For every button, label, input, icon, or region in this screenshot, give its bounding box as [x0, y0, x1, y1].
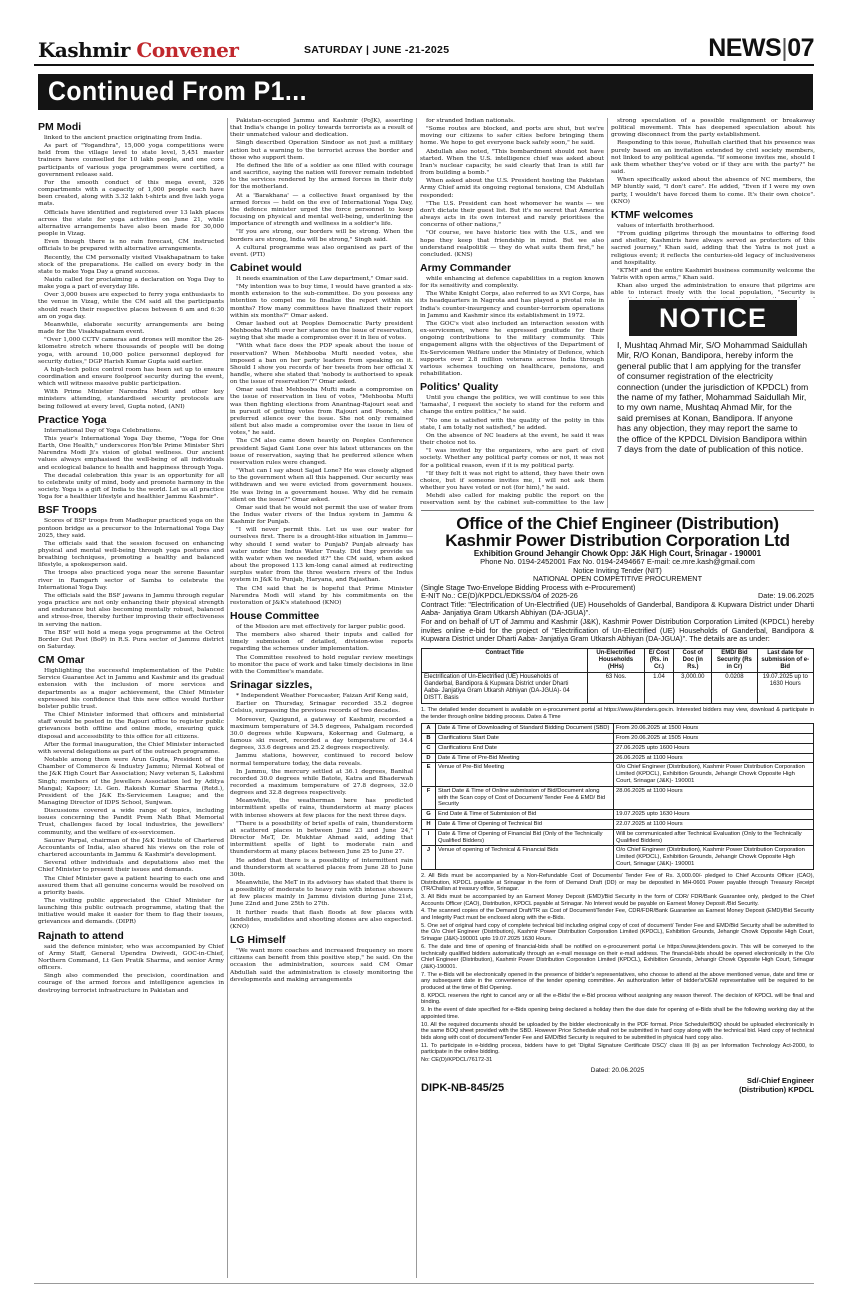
contract-table-cell: Electrification of Un-Electrified (UE) Households of Ganderbal, Bandipora & Kupwara District under Dharti Aaba- Janjatiya Gram Utkarsh Abhiyan (DA-JGUA)- 04 DISTT. Basis: [422, 672, 588, 703]
article-paragraph: Jammu stations, however, continued to record below normal temperature today, the data reveals.: [230, 753, 413, 767]
schedule-cell: Will be communicated after Technical Evaluation (Only to the Technically Qualified Bidders): [614, 829, 814, 846]
article-paragraph: Omar lashed out at Peoples Democratic Party president Mehbooba Mufti over her stance on the issue of reservation, saying that she made a compromise over it in lieu of votes.: [230, 320, 413, 342]
schedule-cell: 22.07.2025 at 1100 Hours: [614, 820, 814, 830]
tender-clause: 5. One set of original hard copy of complete technical bid including original copy of cost of document/ Tender Fee and EMD/Bid Security shall be submitted to the O/o Chief Engineer (Distribution), Kashmir Power Distribution Corporation Limited (KPDCL), Exhibition Grounds, Jehangir Chowk Opposite High Court, Srinagar (J&K)-190001 upto 19.07.2025 1630 Hours.: [421, 922, 814, 943]
article-paragraph: "Over 1,000 CCTV cameras and drones will monitor the 26-kilometre stretch where thousands of people will be doing yoga, with around 10,000 police personnel deployed for security duties," DGP Harish Kumar Gupta said earlier.: [38, 337, 224, 365]
tender-contacts: Phone No. 0194-2452001 Fax No. 0194-2494667 E-mail: ce.mre.kash@gmail.com: [480, 557, 755, 566]
article-paragraph: In Jammu, the mercury settled at 36.1 degrees, Banihal recorded 30.0 degrees while Batote, Katra and Bhaderwah recorded a maximum temperature of 27.8 degrees, 32.0 degrees and 32.8 degrees respectively.: [230, 768, 413, 797]
schedule-cell: J: [422, 846, 436, 869]
tender-header: [421, 567, 814, 644]
schedule-table: [421, 723, 814, 870]
tender-clause: No: CE(D)/KPDCL/76172-31: [421, 1057, 493, 1064]
article-paragraph: Singh described Operation Sindoor as not just a military action but a warning to the terrorist across the border and those who support them.: [230, 140, 413, 161]
schedule-cell: Venue of Pre-Bid Meeting: [436, 763, 614, 786]
article-paragraph: Meanwhile, the MeT in its advisory has stated that there is a possibility of moderate to heavy rain with intense showers at few places mainly in Jammu division during June 21st, June 22nd and June 25th to 27th.: [230, 880, 413, 908]
contract-table: [421, 648, 814, 704]
contract-table-header: Cost of Doc (in Rs.): [674, 648, 712, 672]
signature-block: [739, 1076, 814, 1094]
tender-clause: 2. All Bids must be accompanied by a Non-Refundable Cost of Documents/ Tender Fee of Rs. 3,000.00/- pledged to Chief Accounts Officer (CAO), Distribution, KPDCL payable at Srinagar in the form of Demand Draft (DD) or may be deposited in MH-0601 Power payable through Treasury Receipt (TR/Challan at treasury office, Srinagar.: [421, 872, 814, 893]
article-paragraph: A cultural programme was also organised as part of the event. (PTI): [230, 244, 413, 258]
article-paragraph: For the smooth conduct of this mega event, 326 compartments with a capacity of 1,000 people each have been created, along with 3.32 lakh t-shirts and five lakh yoga mats.: [38, 179, 224, 208]
article-paragraph: As part of "Yogandhra", 15,000 yoga competitions were held from the village level to state level, 5,451 master trainers have counselled for 10 lakh people, and one core participants of various yoga programmes were certified, a government release said.: [38, 143, 224, 178]
article-paragraph: The visiting public appreciated the Chief Minister for launching this public outreach programme, stating that the initiative would make it easier for them to flag their issues, grievances and demands. (DIPR): [38, 898, 224, 926]
schedule-cell: H: [422, 820, 436, 830]
headline-srinagar-sizzles: Srinagar sizzles,: [230, 679, 313, 692]
headline-ktmf-welcomes: KTMF welcomes: [611, 208, 694, 221]
schedule-cell: 26.06.2025 at 1100 Hours: [614, 753, 814, 763]
continued-banner: Continued From P1...: [38, 74, 813, 110]
schedule-cell: From 20.06.2025 at 1505 Hours: [614, 734, 814, 744]
headline-practice-yoga: Practice Yoga: [38, 413, 107, 426]
article-paragraph: "My intention was to buy time, I would have granted a six-month extension to the sub-committee. Do you possess any intention to compel me to finalize the report within six months? How many committees have finalized their report within six months?" Omar asked.: [230, 284, 413, 319]
article-paragraph: Several other individuals and deputations also met the Chief Minister to present their issues and demands.: [38, 860, 224, 874]
article-paragraph: The BSF will hold a mega yoga programme at the Octroi Border Out Post (BoP) in R.S. Pura sector of Jammu district on Saturday.: [38, 629, 224, 650]
schedule-cell: Venue of opening of Technical & Financial Bids: [436, 846, 614, 869]
article-paragraph: linked to the ancient practice originating from India.: [44, 135, 202, 141]
article-paragraph: The CM also came down heavily on Peoples Conference president Sajad Gani Lone over his latest utterances on the issue of reservation, saying that he preferred silence when reservation rules were changed.: [230, 438, 413, 466]
schedule-cell: O/o Chief Engineer (Distribution), Kashmir Power Distribution Corporation Limited (KPDCL), Exhibition Grounds, Jehangir Chowk Opposite High Court, Srinagar (J&K)- 190001: [614, 763, 814, 786]
schedule-cell: Date & Time of Opening of Technical Bid: [436, 820, 614, 830]
schedule-row: [422, 846, 814, 869]
schedule-cell: From 20.06.2025 at 1500 Hours: [614, 724, 814, 734]
tender-clause: 3. All Bids must be accompanied by an Earnest Money Deposit (EMD)/Bid Security in the form of CDR/ FDR/Bank Guarantee only, pledged to the Chief Accounts Officer (CAO), Distribution, KPDCL payable at Srinagar. No Interest would be payable on Earnest Money Deposit /Bid Security.: [421, 893, 814, 907]
article-paragraph: Discussions covered a wide range of topics, including issues concerning the Pandit Prem Nath Bhat Memorial Trust, challenges faced by local industries, the jewellers' community, and the welfare of ex-servicemen.: [38, 808, 224, 836]
article-paragraph: Meanwhile, elaborate security arrangements are being made for the Visakhapatnam event.: [38, 321, 224, 336]
schedule-cell: E: [422, 763, 436, 786]
tender-clause: 8. KPDCL reserves the right to cancel any or all the e-Bids/ the e-Bid process without assigning any reason thereof. The decision of KPDCL will be final and binding.: [421, 992, 814, 1006]
article-paragraph: He defined the life of a soldier as one filled with courage and sacrifice, saying the nation will forever remain indebted to the services rendered by the armed forces in their duty for the motherland.: [230, 162, 413, 191]
schedule-cell: 27.06.2025 upto 1600 Hours: [614, 743, 814, 753]
tender-clause: 7. The e-Bids will be electronically opened in the presence of bidder's representatives, who choose to attend at the above mentioned venue, date and time or any subsequent date in the convenience of the tender opening committee. An authorization letter of bidder's/OEM representative will be required to be produced at the time of Bid Opening.: [421, 971, 814, 992]
contract-table-cell: 19.07.2025 up to 1630 Hours: [757, 672, 813, 703]
article-paragraph: "Of course, we have historic ties with the U.S., and we hope they keep that friendship in mind. But we also understand realpolitik — they do what suits them first," he concluded. (KNS): [420, 230, 604, 258]
headline-cm-omar: CM Omar: [38, 654, 85, 667]
article-paragraph: "If they felt it was not right to attend, they have their own choice, but if someone invites me, I will not ask them whether you have voted or not (for him)," he said.: [420, 470, 604, 492]
notice-advert: [613, 300, 813, 502]
schedule-cell: I: [422, 829, 436, 846]
article-paragraph: The officials said that the session focused on enhancing physical and mental well-being through yoga postures and breathing techniques, promoting a healthy and balanced lifestyle, a spokesperson said.: [38, 540, 224, 569]
article-paragraph: Earlier on Thursday, Srinagar recorded 35.2 degree Celsius, surpassing the previous records of two decades.: [230, 701, 413, 715]
schedule-row: [422, 763, 814, 786]
article-paragraph: "If you are strong, our borders will be strong. When the borders are strong, India will be strong," Singh said.: [230, 229, 413, 243]
article-paragraph: "KTMF and the entire Kashmiri business community welcome the Yatris with open arms," Khan said.: [611, 267, 815, 281]
article-paragraph: "The U.S. President can host whomever he wants — we don't dictate their guest list. But it's no secret that America always acts in its own interest and rarely prioritises the concerns of other nations,": [420, 200, 604, 229]
article-paragraph: The officials said the BSF jawans in Jammu through regular yoga practice are not only enhancing their physical strength and endurance but also becoming mentally robust, balanced and stress-free, thereby further improving their effectiveness in serving the nation.: [38, 592, 224, 628]
article-paragraph: Mehdi also called for making public the report on the reservation sent by the cabinet sub-committee to the law: [420, 493, 604, 506]
tender-clause: 9. In the event of date specified for e-Bids opening being declared a holiday then the due date for opening of e-Bids shall be the following working day at the appointed time.: [421, 1007, 814, 1020]
masthead: [34, 8, 814, 66]
schedule-cell: G: [422, 810, 436, 820]
section-page: NEWS|07: [708, 34, 814, 62]
contract-table-header: Contract Title: [422, 648, 588, 672]
schedule-cell: B: [422, 734, 436, 744]
article-paragraph: Omar said that Mehbooba Mufti made a compromise on the issue of reservation in lieu of votes, "Mehbooba Mufti was then fighting elections from Anantnag-Rajouri seat and in pursuit of getting votes from Rajouri and Poonch, she preferred silence over the issue. She not only remained silent but also made a compromise over the issue in lieu of votes," he said.: [230, 387, 413, 437]
schedule-cell: End Date & Time of Submission of Bid: [436, 810, 614, 820]
tender-clause: 6. The date and time of opening of financial-bids shall be notified on e-procurement portal i.e https://www.jktenders.gov.in. This will be conveyed to the technically qualified bidders automatically through an e-mail message on their e-mail address. The financial-bids should be opened electronically in the O/o Chief Engineer (Distribution), Kashmir Power Distribution Corporation Limited (KPDCL), Exhibition Grounds, Jehangir Chowk Opposite High Court, Srinagar (J&K)-190001.: [421, 943, 814, 970]
headline-pm-modi: PM Modi: [38, 121, 82, 133]
schedule-cell: Clarifications Start Date: [436, 734, 614, 744]
article-paragraph: "From guiding pilgrims through the mountains to offering food and shelter, Kashmiris have always served as protectors of this sacred journey," Khan said, adding that the Yatra is not just a religious event; it reflects the centuries-old legacy of inclusiveness and hospitality.: [611, 231, 815, 266]
headline-politics-quality: Politics' Quality: [420, 381, 499, 394]
article-paragraph: Notable among them were Arun Gupta, President of the Chamber of Commerce & Industry Jammu; Nirmal Kotwal of the J&K High Court Bar Association; Navy veteran S, Lakshmi Singh; members of the Jewellers Association led by Aditya Mangal; Kapoor; Lt. Gen. Rakesh Kumar Sharma (Retd.), President of the J&K Ex-Servicemen League; and the Managing Director of IDPS School, Sunjwan.: [38, 757, 224, 806]
article-paragraph: The Chief Minister gave a patient hearing to each one and assured them that all genuine concerns would be resolved on a priority basis.: [38, 875, 224, 896]
contract-table-header: EMD/ Bid Security (Rs in Cr): [712, 648, 757, 672]
article-paragraph: When specifically asked about the absence of NC members, the MP bluntly said, "I don't care". He added, "Even if I were my own party, I wouldn't have forced them to come. It's their own choice". (KNO): [611, 177, 815, 205]
tender-dated: Dated: 20.06.2025: [590, 1066, 645, 1074]
headline-army-commander: Army Commander: [420, 261, 512, 274]
article-paragraph: strong speculation of a possible realignment or breakaway political movement. This has deepened speculation about his growing disconnect from the party establishment.: [611, 118, 815, 139]
contract-table-cell: 63 Nos.: [588, 672, 644, 703]
enit-date: Date: 19.06.2025: [758, 591, 814, 601]
newspaper-brand: Kashmir Convener: [38, 38, 239, 62]
article-paragraph: Naidu called for proclaiming a declaration on Yoga Day to make yoga a part of everyday life.: [38, 276, 224, 291]
article-paragraph: On the absence of NC leaders at the event, he said it was their choice not to.: [420, 432, 604, 447]
article-paragraph: Singh also commended the precision, coordination and courage of the armed forces and intelligence agencies in destroying terrorist infrastructure in Pakistan and: [38, 973, 224, 994]
article-paragraph: When asked about the U.S. President hosting the Pakistan Army Chief amid its ongoing regional tensions, CM Abdullah responded:: [420, 178, 604, 199]
schedule-cell: Date & Time of Opening of Financial Bid (Only of the Technically Qualified Bidders): [436, 829, 614, 846]
article-paragraph: Highlighting the successful implementation of the Public Service Guarantee Act in Jammu and Kashmir and its gradual extension with the inclusion of more services and departments as a major achievement, the Chief Minister expressed his confidence that this new office would further bolster public trust.: [38, 668, 224, 710]
article-paragraph: Abdullah also noted, "This bombardment should not have started. When the U.S. intelligence chief was asked about Iran's nuclear capacity, he said clearly that Iran is still far from building a bomb.": [420, 148, 604, 177]
contract-table-cell: 1.04: [644, 672, 674, 703]
schedule-row: [422, 820, 814, 830]
tender-clause: 4. The scanned copies of the Demand Draft/TR as Cost of Document/Tender Fee, CDR/FDR/Bank Guarantee as Earnest Money Deposit (EMD)/Bid Security and Integrity Pact must be enclosed along with the e-Bids.: [421, 908, 814, 922]
schedule-row: [422, 786, 814, 809]
nit-mode: (Single Stage Two-Envelope Bidding Process with e-Procurement): [421, 582, 636, 592]
enit-number: E-NIT No.: CE(D)/KPDCL/EDKSS/04 of 2025-26: [421, 591, 578, 601]
article-paragraph: A high-tech police control room has been set up to ensure coordination and ensure foolproof security during the event, which will witness massive public participation.: [38, 366, 224, 388]
article-paragraph: Moreover, Qazigund, a gateway of Kashmir, recorded a maximum temperature of 34.5 degrees, Pahalgam recorded 30.0 degrees while Kupwara, Kokernag and Gulmarg, a famous ski resort, recorded a day temperature of 34.4 degrees, 33.6 degrees and 25.2 degrees respectively.: [230, 716, 413, 752]
column-1: [38, 118, 224, 1278]
contract-table-cell: 0.0208: [712, 672, 757, 703]
notice-body: I, Mushtaq Ahmad Mir, S/O Mohammad Saidullah Mir, R/O Konan, Bandipora, hereby inform the general public that I am applying for the transfer of consumer registration of the electricity connection (under the jurisdiction of KPDCL) from the name of my father, Mohammad Saidullah Mir, to my own name, Mushtaq Ahmad Mir, for the said premises at Konan, Bandipora. If anyone has any objection, they may report the same to the office of the KPDCL Division Bandipora within 7 days from the date of publication of this notice.: [617, 340, 809, 455]
article-paragraph: "With what face does the PDP speak about the issue of reservation? When Mehbooba Mufti needed votes, she imposed a ban on her party leaders from speaking on it. Should I show you records of her tweets from her official X handle, where she stated that 'nobody is authorised to speak on the issue of reservation'?" Omar asked.: [230, 343, 413, 386]
headline-cabinet: Cabinet would: [230, 261, 302, 274]
tender-footer: [421, 1076, 814, 1094]
article-paragraph: Until you change the politics, we will continue to see this 'tamasha', I request the society to stand for the reform and change the entire politics," he said.: [420, 395, 604, 416]
schedule-row: [422, 829, 814, 846]
column-4: [611, 118, 815, 298]
schedule-cell: O/o Chief Engineer (Distribution), Kashmir Power Distribution Corporation Limited (KPDCL), Exhibition Grounds, Jehangir Chowk Opposite High Court, Srinagar (J&K)- 190001: [614, 846, 814, 869]
article-paragraph: Officials have identified and registered over 13 lakh places across the state for yoga activities on June 21, while alternative arrangements have also been made for 30,000 people in Vizag.: [38, 209, 224, 238]
schedule-row: [422, 734, 814, 744]
article-paragraph: Recently, the CM personally visited Visakhapatnam to take stock of the preparations. He called on every body in the state to make Yoga Day a grand success.: [38, 254, 224, 275]
signature-title: Sd/-Chief Engineer: [746, 1075, 814, 1085]
column-3: [420, 118, 604, 506]
article-paragraph: This year's International Yoga Day theme, "Yoga for One Earth, One Health," underscores Hon'ble Prime Minister Shri Narendra Modi Ji's vision of global wellness. Our ancient values always emphasised the well-being of all individuals and ecological balance to health and happiness through Yoga.: [38, 435, 224, 471]
contract-title: Contract Title: "Electrification of Un-Electrified (UE) Households of Ganderbal, Bandipora & Kupwara District under Dharti Aaba- Janjatiya Gram Utkarsh Abhiyan (DA-JGUA)".: [421, 599, 814, 618]
article-paragraph: while enhancing at defence capabilities in a region known for its sensitivity and complexity.: [420, 275, 604, 290]
article-paragraph: "What can I say about Sajad Lone? He was closely aligned to the government when all this happened. Our security was withdrawn and we were evicted from government houses. He was living in a government house. Why did he remain silent on the issue?" Omar asked.: [230, 468, 413, 503]
tender-address: Exhibition Ground Jehangir Chowk Opp: J&K High Court, Srinagar - 190001: [473, 549, 762, 558]
schedule-row: [422, 724, 814, 734]
footer-rule: [34, 1283, 814, 1284]
headline-rajnath: Rajnath to attend: [38, 929, 124, 942]
schedule-row: [422, 753, 814, 763]
article-paragraph: The GOC's visit also included an interaction session with ex-servicemen, where he expressed gratitude for their ongoing contributions to the military community. This engagement aligns with the objectives of the Department of Ex-Servicemen Welfare under the Ministry of Defence, which supports over 2.8 million veterans across India through various schemes touching on healthcare, pensions, and rehabilitation.: [420, 320, 604, 377]
issue-date: SATURDAY | JUNE -21-2025: [304, 44, 450, 56]
article-paragraph: The Committee resolved to hold regular review meetings to monitor the pace of work and take timely decisions in line with the Committee's mandate.: [230, 654, 413, 675]
contract-table-header: Last date for submission of e-Bid: [757, 648, 813, 672]
article-paragraph: The decadal celebration this year is an opportunity for all to celebrate unity of mind, body and promote harmony in the society. Yoga is a gift of India to the world. Let us all practice Yoga for a healthier lifestyle and healthier Jammu Kashmir".: [38, 472, 224, 501]
tender-company: Kashmir Power Distribution Corporation Ltd: [445, 531, 790, 550]
article-paragraph: "I was invited by the organizers, who are part of civil society. Whether any political party comes or not, it was not for a political reason, even if it is my political party.: [420, 448, 604, 469]
column-divider: [227, 118, 228, 1278]
article-paragraph: Meanwhile, the weatherman here has predicted intermittent spells of rains, thunderstorm at many places with intense showers at few places for the next three days.: [230, 798, 413, 819]
schedule-cell: D: [422, 753, 436, 763]
contract-table-header: E/ Cost (Rs. in Cr.): [644, 648, 674, 672]
article-paragraph: "I will never permit this. Let us use our water for ourselves first. There is a drought-like situation in Jammu—why should I send water to Punjab? Punjab already has water under the Indus Water Treaty. Did they provide us with water when we needed it?" the CM said, when asked about the proposed 113 km-long canal aimed at redirecting surplus water from the three western rivers of the Indus system in J&K to Punjab, Haryana, and Rajasthan.: [230, 527, 413, 584]
article-paragraph: The troops also practiced yoga near the serene Basantar river in Ramgarh sector of Samba to celebrate the International Yoga Day.: [38, 570, 224, 591]
schedule-cell: Start Date & Time of Online submission of Bid/Document along with the Scan copy of Cost of Document/ Tender Fee & EMD/ Bid Security: [436, 786, 614, 809]
schedule-cell: 28.06.2025 at 1100 Hours: [614, 786, 814, 809]
tender-notice: [421, 510, 814, 1278]
column-2: [230, 118, 413, 1278]
schedule-cell: C: [422, 743, 436, 753]
schedule-cell: Clarifications End Date: [436, 743, 614, 753]
article-paragraph: * Independent Weather Forecaster, Faizan Arif Keng said,: [236, 693, 409, 700]
notice-title: NOTICE: [629, 300, 797, 336]
article-paragraph: Pakistan-occupied Jammu and Kashmir (PoJK), asserting that India's change in policy towards terrorists as a result of their unmatched valour and dedication.: [230, 118, 413, 139]
article-paragraph: Even though there is no rain forecast, CM instructed officials to be prepared with alternative arrangements.: [38, 239, 224, 253]
article-paragraph: At a 'Barakhana' — a collective feast organised by the armed forces — held on the eve of International Yoga Day, the defence minister urged the force personnel to keep focusing on physical and mental well-being, underlining the importance of strength and wellness in a soldier's life.: [230, 192, 413, 228]
article-paragraph: The White Knight Corps, also referred to as XVI Corps, has its headquarters in Nagrota and has played a pivotal role in India's counter-insurgency and counter-terrorism operations in Jammu and Kashmir since its establishment in 1972.: [420, 291, 604, 319]
tender-office: Office of the Chief Engineer (Distribution): [456, 514, 779, 533]
article-paragraph: Saurav Parpal, chairman of the J&K Institute of Chartered Accountants of India, also shared his views on the role of chartered accountants in Jammu & Kashmir's development.: [38, 837, 224, 859]
article-paragraph: It needs examination of the Law department," Omar said.: [236, 275, 409, 282]
article-paragraph: "We want more coaches and increased frequency so more citizens can benefit from this positive step," he said. On the occasion the administration, sources said CM Omar Abdullah said the administration is closely monitoring the developments and making arrangements: [230, 948, 413, 983]
contract-table-header: Un-Electrified Households (HHs): [588, 648, 644, 672]
schedule-row: [422, 810, 814, 820]
article-paragraph: "Some routes are blocked, and ports are shut, but we're moving our citizens to safer cities before bringing them home. We hope to get everyone back safely soon," he said.: [420, 126, 604, 147]
article-paragraph: Responding to this issue, Ruhullah clarified that his presence was purely based on an invitation extended by civil society members, not linked to any political agenda. "If someone invites me, should I ask them whether they've voted or if they are with the party?" he said.: [611, 140, 815, 176]
ktmf-block: [611, 118, 815, 298]
article-paragraph: The CM said that he is hopeful that Prime Minister Narendra Modi will stand by his commitments on the restoration of J&K's statehood (KNO): [230, 585, 413, 606]
masthead-rule: [34, 64, 814, 66]
article-paragraph: The Chief Minister informed that officers and ministerial staff would be posted in the Rajouri office to register public grievances both offline and online mode, ensuring quick disposal and accessibility to this office for all citizens.: [38, 712, 224, 740]
schedule-cell: Date & Time of Pre-Bid Meeting: [436, 753, 614, 763]
signature-dept: (Distribution) KPDCL: [739, 1084, 814, 1094]
column-divider: [416, 118, 417, 1278]
article-paragraph: Omar said that he would not permit the use of water from the Indus water rivers of the Indus system in Jammu & Kashmir for Punjab.: [230, 504, 413, 526]
dipr-number: DIPK-NB-845/25: [421, 1081, 505, 1094]
nit-subtitle: NATIONAL OPEN COMPETITIVE PROCUREMENT: [532, 574, 703, 584]
article-paragraph: Scores of BSF troops from Madhopur practiced yoga on the pontoon bridge as a precursor to the International Yoga Day 2025, they said.: [38, 518, 224, 539]
schedule-cell: Date & Time of Downloading of Standard Bidding Document (SBD): [436, 724, 614, 734]
article-paragraph: The members also shared their inputs and called for timely submission of detailed, division-wise reports regarding the schemes under implementation.: [230, 632, 413, 653]
contract-table-cell: 3,000.00: [674, 672, 712, 703]
article-paragraph: He added that there is a possibility of intermittent rain and thunderstorm at scattered places from June 28 to June 30th.: [230, 857, 413, 878]
tender-clause: 10. All the required documents should be uploaded by the bidder electronically in the PDF format. Price Schedule/BOQ should be uploaded electronically in the same BOQ sheet provided with the SBD. However Price Schedule shall not be submitted in hard copy along with the technical bid. Hard copy of technical bids along with cost of document/Tender Fee and EMD/Bid Security is required to be submitted in physical hard copy also.: [421, 1021, 814, 1041]
article-paragraph: of the Mission are met effectively for larger public good.: [236, 624, 406, 630]
article-paragraph: It further reads that flash floods at few places with landslides, mudslides and shooting stones are also expected. (KNO): [230, 909, 413, 930]
schedule-cell: 19.07.2025 upto 1630 Hours: [614, 810, 814, 820]
article-paragraph: International Day of Yoga Celebrations.: [44, 427, 163, 434]
headline-lg-himself: LG Himself: [230, 934, 286, 947]
article-paragraph: Over 3,000 buses are expected to ferry yoga enthusiasts to the venue in Vizag, while the CM said all the participants should reach their respective places between 6 am and 6:30 am on yoga day.: [38, 292, 224, 320]
column-divider: [607, 118, 608, 508]
schedule-row: [422, 743, 814, 753]
article-paragraph: values of interfaith brotherhood.: [617, 222, 715, 229]
tender-intro: For and on behalf of UT of Jammu and Kashmir (J&K), Kashmir Power Distribution Corporation Limited (KPDCL) hereby invites online e-bid for the project of "Electrification of Un-Electrified (UE) Households of Ganderbal, Bandipora & Kupwara District under Dharti Aaba- Janjatiya Gram Utkarsh Abhiyan (DA-JGUA)". The details are as under:: [421, 617, 814, 644]
headline-house-committee: House Committee: [230, 610, 320, 622]
tender-clauses: [421, 873, 814, 1064]
article-paragraph: Khan also urged the administration to ensure that pilgrims are able to interact freely with the local population, "Security is: [611, 283, 815, 297]
article-paragraph: "There is a possibility of brief spells of rain, thunderstorm at scattered places in between June 23 and June 24," Director MeT, Dr. Mukhtar Ahmad said, adding that intermittent spells of light to moderate rain and thunderstorm at many places between June 25 to June 27.: [230, 820, 413, 856]
tender-clause: 11. To participate in e-bidding process, bidders have to get 'Digital Signature Certificate DSC)' class III (b) as per Information Technology Act-2000, to participate in the online bidding.: [421, 1042, 814, 1056]
article-paragraph: said the defence minister, who was accompanied by Chief of Army Staff, General Upendra Dwivedi, GOC-in-Chief, Northern Command, Lt Gen Pratik Sharma, and senior Army officers.: [38, 943, 224, 972]
article-paragraph: for stranded Indian nationals.: [426, 118, 515, 124]
article-paragraph: After the formal inauguration, the Chief Minister interacted with several delegations as part of the outreach programme.: [38, 741, 224, 755]
tender-note: 1. The detailed tender document is available on e-procurement portal at https://www.jktenders.gov.in. Interested bidders may view, download & participate in the tender through online bidding process. Dates & Time: [421, 706, 814, 720]
article-paragraph: "No one is satisfied with the quality of the polity in this state, I am totally not satisfied," he added.: [420, 417, 604, 431]
headline-bsf-troops: BSF Troops: [38, 504, 97, 517]
article-paragraph: With Prime Minister Narendra Modi and other key ministers attending, standardised security protocols are being followed at every level, Gupta noted, (ANI): [38, 389, 224, 410]
nit-title: Notice Inviting Tender (NIT): [573, 565, 662, 575]
schedule-cell: F: [422, 786, 436, 809]
schedule-cell: A: [422, 724, 436, 734]
